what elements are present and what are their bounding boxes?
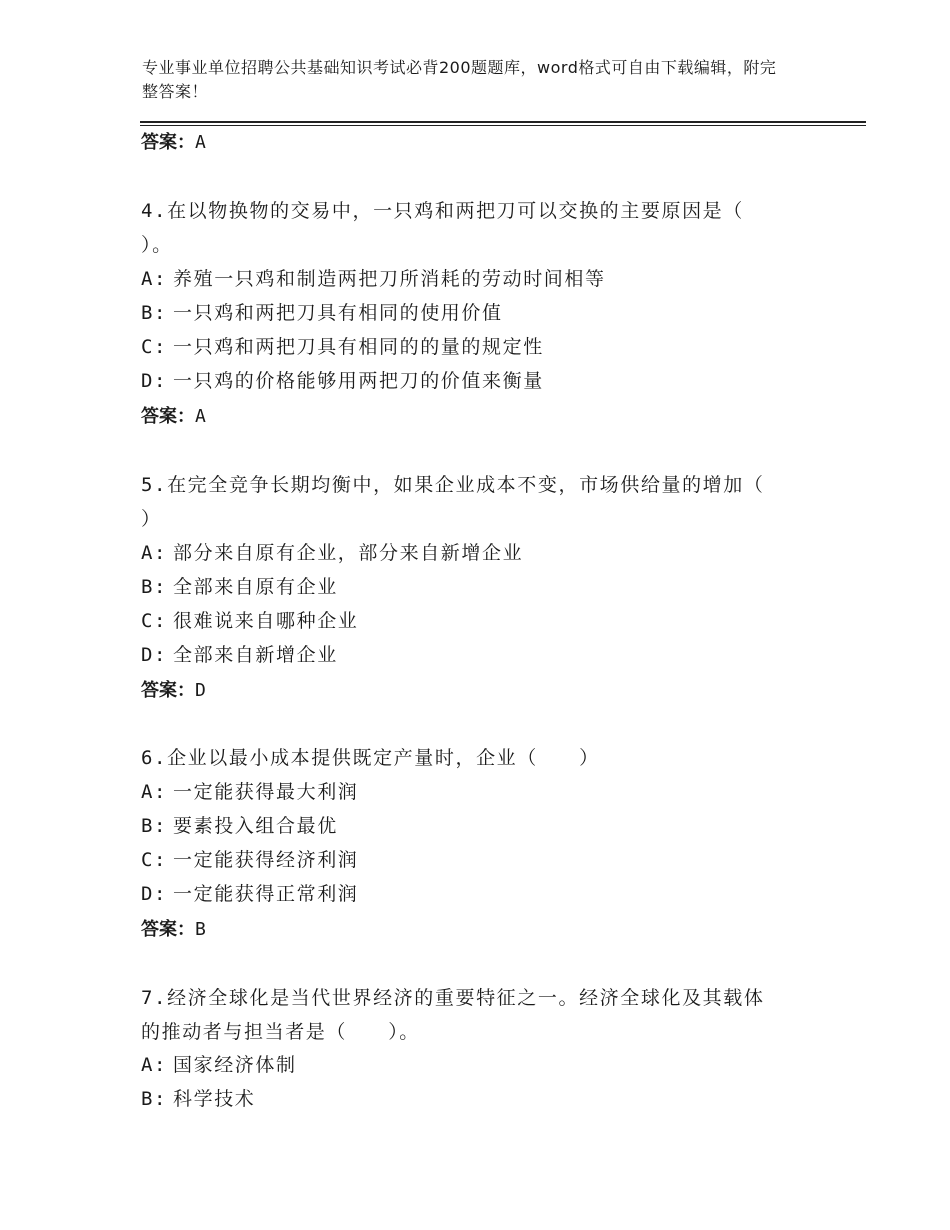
question-5-answer — [141, 678, 206, 704]
option-letter: C: — [141, 610, 168, 632]
option-letter: A: — [141, 542, 168, 564]
document-header: 专业事业单位招聘公共基础知识考试必背200题题库，word格式可自由下载编辑，附完整答案！ — [142, 58, 777, 101]
header-rule-thin — [140, 125, 866, 126]
question-6-text-line1: 6.企业以最小成本提供既定产量时，企业（ ） — [141, 747, 600, 769]
option-text: 一定能获得最大利润 — [173, 781, 359, 803]
question-6-option-b — [141, 812, 338, 840]
option-text: 一定能获得经济利润 — [173, 849, 359, 871]
question-4-option-c — [141, 333, 544, 361]
question-7-option-b — [141, 1085, 255, 1113]
option-text: 养殖一只鸡和制造两把刀所消耗的劳动时间相等 — [173, 268, 606, 290]
answer-label: 答案： — [141, 680, 195, 701]
answer-value: A — [195, 132, 206, 153]
option-text: 部分来自原有企业，部分来自新增企业 — [173, 542, 524, 564]
answer-label: 答案： — [141, 132, 195, 153]
option-letter: B: — [141, 302, 168, 324]
option-letter: A: — [141, 1054, 168, 1076]
option-letter: A: — [141, 781, 168, 803]
answer-label: 答案： — [141, 406, 195, 427]
question-7-option-a — [141, 1051, 297, 1079]
question-4-option-a — [141, 265, 606, 293]
question-7-text-line2: 的推动者与担当者是（ ）。 — [141, 1021, 420, 1043]
option-letter: B: — [141, 576, 168, 598]
option-letter: A: — [141, 268, 168, 290]
option-letter: D: — [141, 370, 168, 392]
question-4-option-b — [141, 299, 503, 327]
question-5-option-c — [141, 607, 358, 635]
option-text: 国家经济体制 — [173, 1054, 297, 1076]
question-4-answer — [141, 404, 206, 430]
option-letter: C: — [141, 336, 168, 358]
option-text: 很难说来自哪种企业 — [173, 610, 359, 632]
option-letter: D: — [141, 883, 168, 905]
answer-line — [141, 130, 206, 156]
option-text: 全部来自原有企业 — [173, 576, 338, 598]
question-5-text-line2: ） — [141, 508, 162, 530]
option-letter: B: — [141, 1088, 168, 1110]
question-5-option-a — [141, 539, 523, 567]
header-rule-thick — [140, 121, 866, 123]
answer-value: D — [195, 680, 206, 701]
question-6-option-c — [141, 846, 358, 874]
option-text: 一只鸡和两把刀具有相同的的量的规定性 — [173, 336, 544, 358]
option-text: 要素投入组合最优 — [173, 815, 338, 837]
question-6-option-a — [141, 778, 358, 806]
option-text: 一只鸡的价格能够用两把刀的价值来衡量 — [173, 370, 544, 392]
answer-value: B — [195, 919, 206, 940]
option-text: 科学技术 — [173, 1088, 256, 1110]
question-4-option-d — [141, 367, 544, 395]
option-text: 一只鸡和两把刀具有相同的使用价值 — [173, 302, 503, 324]
question-5-option-b — [141, 573, 338, 601]
question-6-option-d — [141, 880, 358, 908]
answer-value: A — [195, 406, 206, 427]
option-text: 全部来自新增企业 — [173, 644, 338, 666]
option-letter: C: — [141, 849, 168, 871]
question-6-answer — [141, 917, 206, 943]
question-5-option-d — [141, 641, 338, 669]
option-letter: D: — [141, 644, 168, 666]
answer-label: 答案： — [141, 919, 195, 940]
question-4-text-line2: ）。 — [141, 234, 173, 256]
question-5-text-line1: 5.在完全竞争长期均衡中，如果企业成本不变，市场供给量的增加（ — [141, 474, 765, 496]
option-letter: B: — [141, 815, 168, 837]
question-4-text-line1: 4.在以物换物的交易中，一只鸡和两把刀可以交换的主要原因是（ — [141, 200, 744, 222]
option-text: 一定能获得正常利润 — [173, 883, 359, 905]
question-7-text-line1: 7.经济全球化是当代世界经济的重要特征之一。经济全球化及其载体 — [141, 987, 765, 1009]
